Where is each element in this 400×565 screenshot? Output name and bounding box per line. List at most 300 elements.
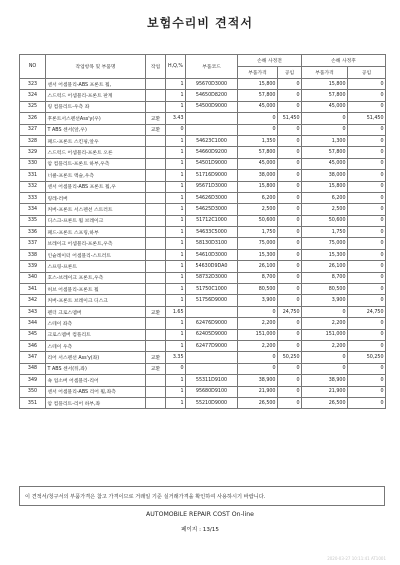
row-hq: 1 (166, 340, 186, 351)
print-stamp: 2020-03-27 10:11:41 AT1001 (327, 556, 386, 561)
row-labor: 0 (278, 340, 302, 351)
row-labor: 0 (278, 90, 302, 101)
table-row (20, 284, 386, 295)
row-code: 54633C5000 (186, 227, 238, 238)
row-work (146, 284, 166, 295)
row-part-price-after: 15,300 (302, 249, 348, 260)
row-code: 54660D9200 (186, 147, 238, 158)
table-row (20, 215, 386, 226)
row-part-price-after: 21,900 (302, 386, 348, 397)
table-row (20, 397, 386, 408)
row-item: 크로스멤버 컴플리트 (46, 329, 146, 340)
row-no: 351 (20, 397, 46, 408)
table-row (20, 90, 386, 101)
row-labor-after: 0 (348, 318, 386, 329)
row-labor: 0 (278, 249, 302, 260)
row-part-price-after: 38,000 (302, 170, 348, 181)
row-labor-after: 0 (348, 124, 386, 135)
header-item: 작업항목 및 부품명 (46, 55, 146, 79)
row-item: 링 컴플리트-우측 좌 (46, 101, 146, 112)
table-row (20, 352, 386, 363)
row-part-price: 75,000 (238, 238, 278, 249)
row-hq: 1 (166, 147, 186, 158)
row-labor-after: 0 (348, 101, 386, 112)
table-row (20, 101, 386, 112)
row-labor: 24,750 (278, 306, 302, 317)
row-hq: 1 (166, 90, 186, 101)
row-labor-after: 0 (348, 181, 386, 192)
row-labor: 0 (278, 147, 302, 158)
row-work (146, 90, 166, 101)
row-work (146, 204, 166, 215)
row-work (146, 261, 166, 272)
table-row (20, 227, 386, 238)
row-hq: 1 (166, 375, 186, 386)
row-part-price: 6,200 (238, 192, 278, 203)
row-no: 330 (20, 158, 46, 169)
row-labor-after: 0 (348, 90, 386, 101)
row-labor-after: 0 (348, 249, 386, 260)
row-code: 54623C1000 (186, 135, 238, 146)
row-hq: 1.65 (166, 306, 186, 317)
table-row (20, 238, 386, 249)
row-item: 리어 서스펜션 Ass'y(좌) (46, 352, 146, 363)
row-item: 스프링-프론트 (46, 261, 146, 272)
row-labor-after: 0 (348, 238, 386, 249)
row-item: 디스크-프론트 휠 브레이크 (46, 215, 146, 226)
row-work (146, 340, 166, 351)
row-hq: 1 (166, 318, 186, 329)
row-part-price-after: 15,800 (302, 79, 348, 90)
row-code: 51750C1000 (186, 284, 238, 295)
row-part-price-after: 1,750 (302, 227, 348, 238)
row-code: 62477D9000 (186, 340, 238, 351)
row-labor: 0 (278, 397, 302, 408)
row-hq: 3.35 (166, 352, 186, 363)
row-item: T ABS 센서(앞,우) (46, 124, 146, 135)
row-no: 349 (20, 375, 46, 386)
row-no: 323 (20, 79, 46, 90)
row-item: 스테이 좌측 (46, 318, 146, 329)
row-item: 패드-프론트 스킨핑,앞우 (46, 135, 146, 146)
row-work (146, 397, 166, 408)
row-labor-after: 0 (348, 272, 386, 283)
row-labor-after: 0 (348, 204, 386, 215)
table-row (20, 318, 386, 329)
row-hq: 3.43 (166, 113, 186, 124)
row-item: 스드럭드 어셈블리-프론트 오른 (46, 147, 146, 158)
row-part-price-after: 0 (302, 113, 348, 124)
row-part-price: 0 (238, 113, 278, 124)
row-item: 후론트서스펜션Ass'y(우) (46, 113, 146, 124)
row-part-price: 0 (238, 352, 278, 363)
row-code: 62405D9000 (186, 329, 238, 340)
row-part-price: 2,200 (238, 318, 278, 329)
row-part-price-after: 57,800 (302, 90, 348, 101)
row-code: 51712C1000 (186, 215, 238, 226)
row-hq: 1 (166, 261, 186, 272)
table-row (20, 79, 386, 90)
row-no: 326 (20, 113, 46, 124)
row-part-price: 57,800 (238, 90, 278, 101)
row-work (146, 375, 166, 386)
row-hq: 1 (166, 181, 186, 192)
row-item: 너클-프론트 액슬,우측 (46, 170, 146, 181)
row-part-price-after: 0 (302, 124, 348, 135)
row-part-price: 151,000 (238, 329, 278, 340)
row-labor: 0 (278, 158, 302, 169)
row-no: 344 (20, 318, 46, 329)
row-hq: 1 (166, 329, 186, 340)
row-part-price-after: 2,200 (302, 340, 348, 351)
row-part-price: 80,500 (238, 284, 278, 295)
row-labor: 0 (278, 272, 302, 283)
row-code: 95670D3000 (186, 79, 238, 90)
row-part-price-after: 0 (302, 363, 348, 374)
header-before: 손해 사정전 (238, 55, 302, 67)
row-labor: 0 (278, 227, 302, 238)
row-labor: 0 (278, 318, 302, 329)
row-hq: 1 (166, 238, 186, 249)
row-no: 341 (20, 284, 46, 295)
row-labor-after: 0 (348, 147, 386, 158)
table-row (20, 124, 386, 135)
row-item: 스드럭드 어셈블리-프론트 판계 (46, 90, 146, 101)
row-part-price-after: 151,000 (302, 329, 348, 340)
row-no: 342 (20, 295, 46, 306)
row-labor: 0 (278, 192, 302, 203)
row-hq: 1 (166, 215, 186, 226)
row-item: 커버-프론트 서스펜션 스트러트 (46, 204, 146, 215)
row-labor: 0 (278, 363, 302, 374)
row-part-price: 0 (238, 124, 278, 135)
row-no: 324 (20, 90, 46, 101)
row-part-price-after: 45,000 (302, 158, 348, 169)
row-work (146, 170, 166, 181)
row-labor-after: 0 (348, 227, 386, 238)
header-hq: H,Q,% (166, 55, 186, 79)
row-no: 327 (20, 124, 46, 135)
header-part-price: 부품가격 (238, 67, 278, 79)
table-row (20, 329, 386, 340)
row-item: 패드-프론트 스프링,하부 (46, 227, 146, 238)
row-labor-after: 51,450 (348, 113, 386, 124)
header-labor-after: 공임 (348, 67, 386, 79)
row-no: 333 (20, 192, 46, 203)
row-hq: 1 (166, 79, 186, 90)
row-code: 54650D8200 (186, 90, 238, 101)
row-part-price-after: 2,500 (302, 204, 348, 215)
table-row (20, 375, 386, 386)
table-row (20, 386, 386, 397)
row-no: 335 (20, 215, 46, 226)
row-part-price: 15,800 (238, 181, 278, 192)
row-work (146, 79, 166, 90)
row-no: 334 (20, 204, 46, 215)
row-code: 51716D9000 (186, 170, 238, 181)
row-labor-after: 0 (348, 158, 386, 169)
page-title: 보험수리비 견적서 (147, 16, 253, 30)
row-part-price: 38,900 (238, 375, 278, 386)
row-no: 328 (20, 135, 46, 146)
row-work (146, 158, 166, 169)
row-no: 332 (20, 181, 46, 192)
row-part-price-after: 45,000 (302, 101, 348, 112)
row-hq: 1 (166, 135, 186, 146)
row-hq: 1 (166, 386, 186, 397)
row-code: 51756D9000 (186, 295, 238, 306)
row-labor: 0 (278, 79, 302, 90)
header-work: 작업 (146, 55, 166, 79)
table-row (20, 249, 386, 260)
row-part-price: 0 (238, 363, 278, 374)
row-item: 쇽 업소버 어셈블리-리어 (46, 375, 146, 386)
row-work: 교환 (146, 352, 166, 363)
row-hq: 1 (166, 249, 186, 260)
row-work (146, 249, 166, 260)
row-labor-after: 0 (348, 386, 386, 397)
row-code: 95680D9100 (186, 386, 238, 397)
table-body (20, 79, 386, 409)
row-labor-after: 0 (348, 135, 386, 146)
row-labor: 0 (278, 101, 302, 112)
row-item: T ABS 센서(뒤,좌) (46, 363, 146, 374)
row-hq: 1 (166, 101, 186, 112)
row-item: 센서 어셈블리-ABS 프론트 휠,우 (46, 181, 146, 192)
row-no: 331 (20, 170, 46, 181)
row-item: 스테이 우측 (46, 340, 146, 351)
row-part-price: 26,500 (238, 397, 278, 408)
row-part-price-after: 57,800 (302, 147, 348, 158)
row-part-price: 26,100 (238, 261, 278, 272)
row-work (146, 318, 166, 329)
row-hq: 1 (166, 192, 186, 203)
row-item: 커버-프론트 브레이크 디스크 (46, 295, 146, 306)
row-labor-after: 0 (348, 295, 386, 306)
row-labor: 0 (278, 238, 302, 249)
row-part-price: 8,700 (238, 272, 278, 283)
row-part-price: 2,200 (238, 340, 278, 351)
row-code: 54625D3000 (186, 204, 238, 215)
table-row (20, 158, 386, 169)
row-part-price-after: 26,100 (302, 261, 348, 272)
row-part-price-after: 26,500 (302, 397, 348, 408)
row-no: 339 (20, 261, 46, 272)
row-no: 340 (20, 272, 46, 283)
row-part-price-after: 50,600 (302, 215, 348, 226)
row-labor: 51,450 (278, 113, 302, 124)
row-part-price-after: 2,200 (302, 318, 348, 329)
row-work (146, 135, 166, 146)
row-labor: 0 (278, 204, 302, 215)
header-after: 손해 사정후 (302, 55, 386, 67)
row-part-price-after: 8,700 (302, 272, 348, 283)
row-part-price: 1,750 (238, 227, 278, 238)
row-labor-after: 0 (348, 261, 386, 272)
header-no: NO (20, 55, 46, 79)
page-number: 페이지 : 13/15 (181, 527, 219, 533)
row-work: 교환 (146, 363, 166, 374)
row-work (146, 147, 166, 158)
row-labor-after: 0 (348, 192, 386, 203)
table-row (20, 261, 386, 272)
row-work (146, 329, 166, 340)
row-work (146, 386, 166, 397)
row-labor-after: 0 (348, 375, 386, 386)
row-hq: 1 (166, 295, 186, 306)
row-work (146, 295, 166, 306)
row-code: 54630D9DA0 (186, 261, 238, 272)
row-part-price-after: 6,200 (302, 192, 348, 203)
row-labor: 50,250 (278, 352, 302, 363)
row-no: 325 (20, 101, 46, 112)
table-row (20, 340, 386, 351)
row-item: 센서 어셈블리-ABS 프론트 휠, (46, 79, 146, 90)
row-labor: 0 (278, 375, 302, 386)
row-no: 345 (20, 329, 46, 340)
row-part-price: 2,500 (238, 204, 278, 215)
row-work: 교환 (146, 124, 166, 135)
row-part-price: 15,300 (238, 249, 278, 260)
table-row (20, 170, 386, 181)
row-labor-after: 24,750 (348, 306, 386, 317)
row-labor-after: 0 (348, 397, 386, 408)
row-part-price-after: 0 (302, 306, 348, 317)
row-item: 인슐레이터 어셈블리-스트러트 (46, 249, 146, 260)
table-row (20, 192, 386, 203)
row-work (146, 101, 166, 112)
row-part-price-after: 1,300 (302, 135, 348, 146)
row-work: 교환 (146, 306, 166, 317)
row-part-price-after: 3,900 (302, 295, 348, 306)
row-work (146, 238, 166, 249)
row-code (186, 306, 238, 317)
row-code: 54500D9000 (186, 101, 238, 112)
row-part-price: 50,600 (238, 215, 278, 226)
row-item: 브레이크 어셈블리-프론트,우측 (46, 238, 146, 249)
row-no: 350 (20, 386, 46, 397)
row-code: 58732D3000 (186, 272, 238, 283)
row-labor: 0 (278, 181, 302, 192)
row-labor: 0 (278, 261, 302, 272)
row-part-price: 57,800 (238, 147, 278, 158)
row-part-price: 1,350 (238, 135, 278, 146)
row-hq: 1 (166, 170, 186, 181)
row-no: 338 (20, 249, 46, 260)
row-labor-after: 0 (348, 363, 386, 374)
row-code: 55311D9100 (186, 375, 238, 386)
row-work (146, 181, 166, 192)
row-no: 336 (20, 227, 46, 238)
table-row (20, 147, 386, 158)
header-part-price-after: 부품가격 (302, 67, 348, 79)
row-item: 센서 어셈블리-ABS 리어 휠,좌측 (46, 386, 146, 397)
row-no: 348 (20, 363, 46, 374)
row-item: 펜더 크로스멤버 (46, 306, 146, 317)
row-labor: 0 (278, 215, 302, 226)
row-code: 54501D9000 (186, 158, 238, 169)
row-hq: 1 (166, 397, 186, 408)
table-row (20, 306, 386, 317)
row-part-price: 45,000 (238, 158, 278, 169)
row-hq: 1 (166, 158, 186, 169)
table-row (20, 363, 386, 374)
row-hq: 1 (166, 272, 186, 283)
row-hq: 0 (166, 124, 186, 135)
footer-title: AUTOMOBILE REPAIR COST On-line (146, 511, 254, 518)
row-item: 링레-러버 (46, 192, 146, 203)
table-row (20, 272, 386, 283)
row-no: 343 (20, 306, 46, 317)
disclaimer-note: 이 견적서/청구서의 부품가격은 참고 가격이므로 거래일 기준 실거래가격을 확인하여 사용하시기 바랍니다. (19, 486, 385, 506)
row-labor-after: 0 (348, 340, 386, 351)
row-hq: 0 (166, 363, 186, 374)
row-no: 329 (20, 147, 46, 158)
row-work: 교환 (146, 113, 166, 124)
row-labor: 0 (278, 295, 302, 306)
table-row (20, 181, 386, 192)
row-item: 암 컴플리트-프론트 하부,우측 (46, 158, 146, 169)
row-labor: 0 (278, 170, 302, 181)
row-part-price: 3,900 (238, 295, 278, 306)
row-code: 62476D9000 (186, 318, 238, 329)
row-work (146, 272, 166, 283)
row-code (186, 113, 238, 124)
row-hq: 1 (166, 284, 186, 295)
row-part-price: 45,000 (238, 101, 278, 112)
row-work (146, 192, 166, 203)
row-code: 54626D3000 (186, 192, 238, 203)
row-labor: 0 (278, 386, 302, 397)
table-row (20, 204, 386, 215)
row-labor-after: 0 (348, 329, 386, 340)
header-labor: 공임 (278, 67, 302, 79)
row-part-price-after: 15,800 (302, 181, 348, 192)
row-labor-after: 50,250 (348, 352, 386, 363)
row-part-price: 0 (238, 306, 278, 317)
row-labor-after: 0 (348, 79, 386, 90)
row-code: 58130D3100 (186, 238, 238, 249)
row-labor-after: 0 (348, 284, 386, 295)
row-work (146, 215, 166, 226)
row-labor-after: 0 (348, 215, 386, 226)
row-part-price-after: 38,900 (302, 375, 348, 386)
row-part-price: 15,800 (238, 79, 278, 90)
row-item: 허브 어셈블리-프론트 휠 (46, 284, 146, 295)
row-no: 347 (20, 352, 46, 363)
row-item: 호스-브레이크 프론트,우측 (46, 272, 146, 283)
row-code: 95671D3000 (186, 181, 238, 192)
row-code (186, 124, 238, 135)
row-labor: 0 (278, 284, 302, 295)
row-hq: 1 (166, 204, 186, 215)
row-no: 337 (20, 238, 46, 249)
row-code: 54610D3000 (186, 249, 238, 260)
row-no: 346 (20, 340, 46, 351)
row-labor: 0 (278, 135, 302, 146)
row-code (186, 363, 238, 374)
estimate-table (19, 54, 386, 409)
row-code: 55210D9000 (186, 397, 238, 408)
row-labor: 0 (278, 329, 302, 340)
row-part-price-after: 75,000 (302, 238, 348, 249)
row-hq: 1 (166, 227, 186, 238)
table-row (20, 135, 386, 146)
row-part-price: 38,000 (238, 170, 278, 181)
row-labor: 0 (278, 124, 302, 135)
row-part-price-after: 0 (302, 352, 348, 363)
row-part-price: 21,900 (238, 386, 278, 397)
